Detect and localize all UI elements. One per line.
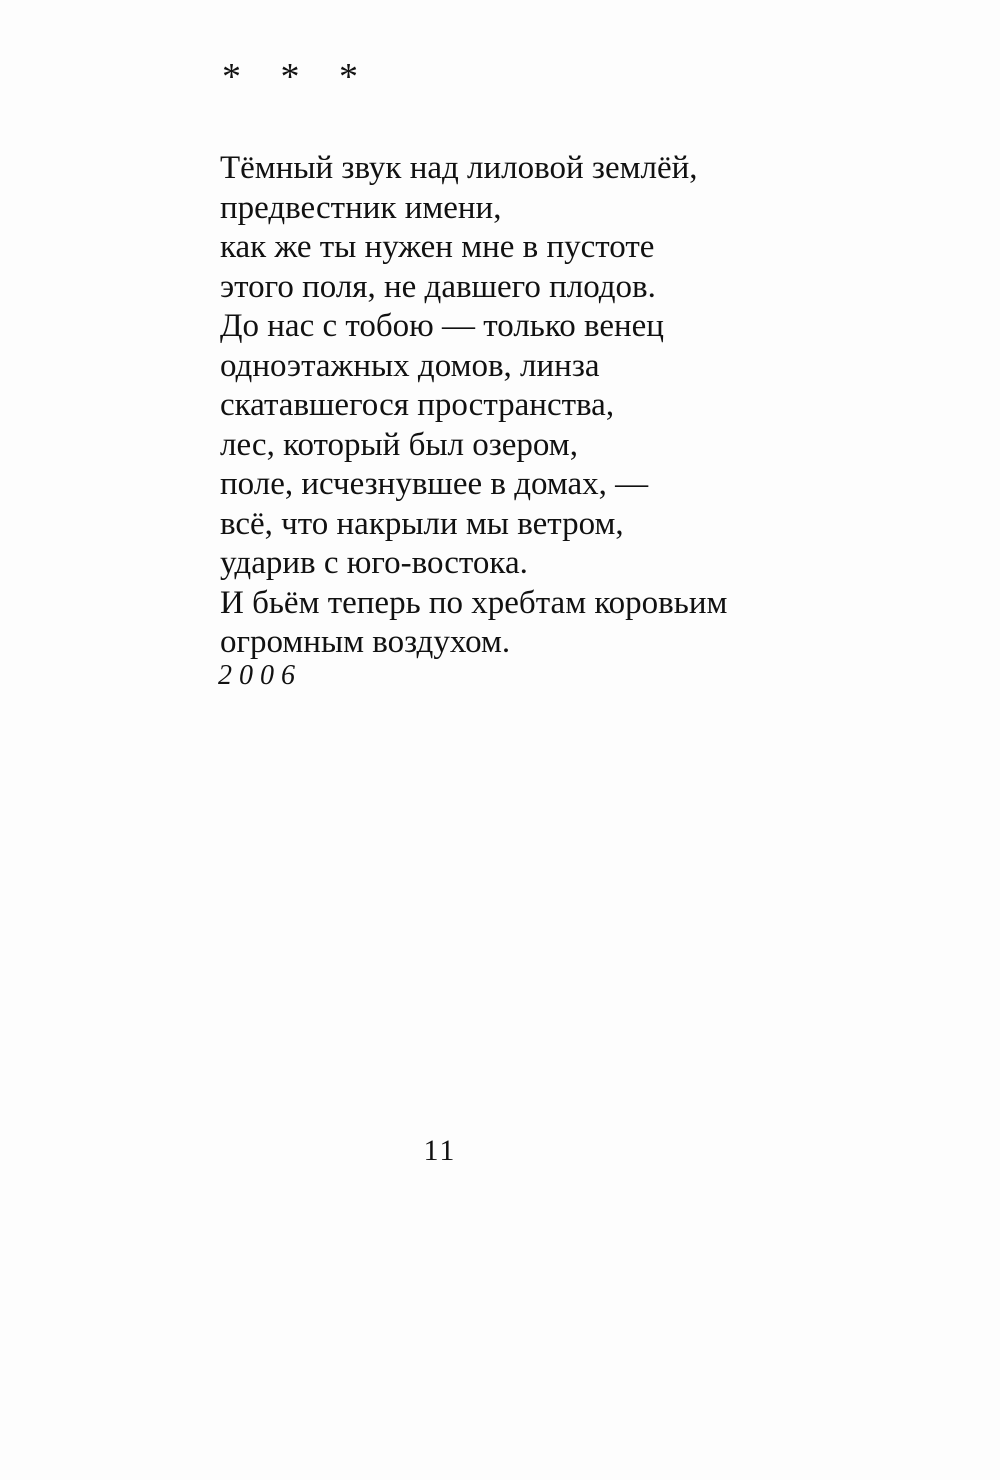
section-mark: * * * <box>222 56 358 98</box>
poem-line: скатавшегося пространства, <box>220 387 615 423</box>
poem-line: всё, что накрыли мы ветром, <box>220 505 624 542</box>
poem-year: 2006 <box>218 660 302 691</box>
poem-line: Тёмный звук над лиловой землёй, <box>220 150 698 186</box>
poem-line: одноэтажных домов, линза <box>220 347 600 384</box>
poem-text <box>220 149 727 663</box>
poem-line: как же ты нужен мне в пустоте <box>220 229 655 265</box>
poem-line: предвестник имени, <box>220 189 502 226</box>
poem-line: этого поля, не давшего плодов. <box>220 268 656 305</box>
poem-line: И бьём теперь по хребтам коровьим <box>220 584 728 621</box>
poem-line: ударив с юго-востока. <box>220 545 528 581</box>
poem-line: лес, который был озером, <box>220 426 578 463</box>
page-number: 11 <box>423 1134 457 1167</box>
poem-line: До нас с тобою — только венец <box>220 308 664 344</box>
poem-line: огромным воздухом. <box>220 624 511 660</box>
poem-line: поле, исчезнувшее в домах, — <box>220 466 649 502</box>
